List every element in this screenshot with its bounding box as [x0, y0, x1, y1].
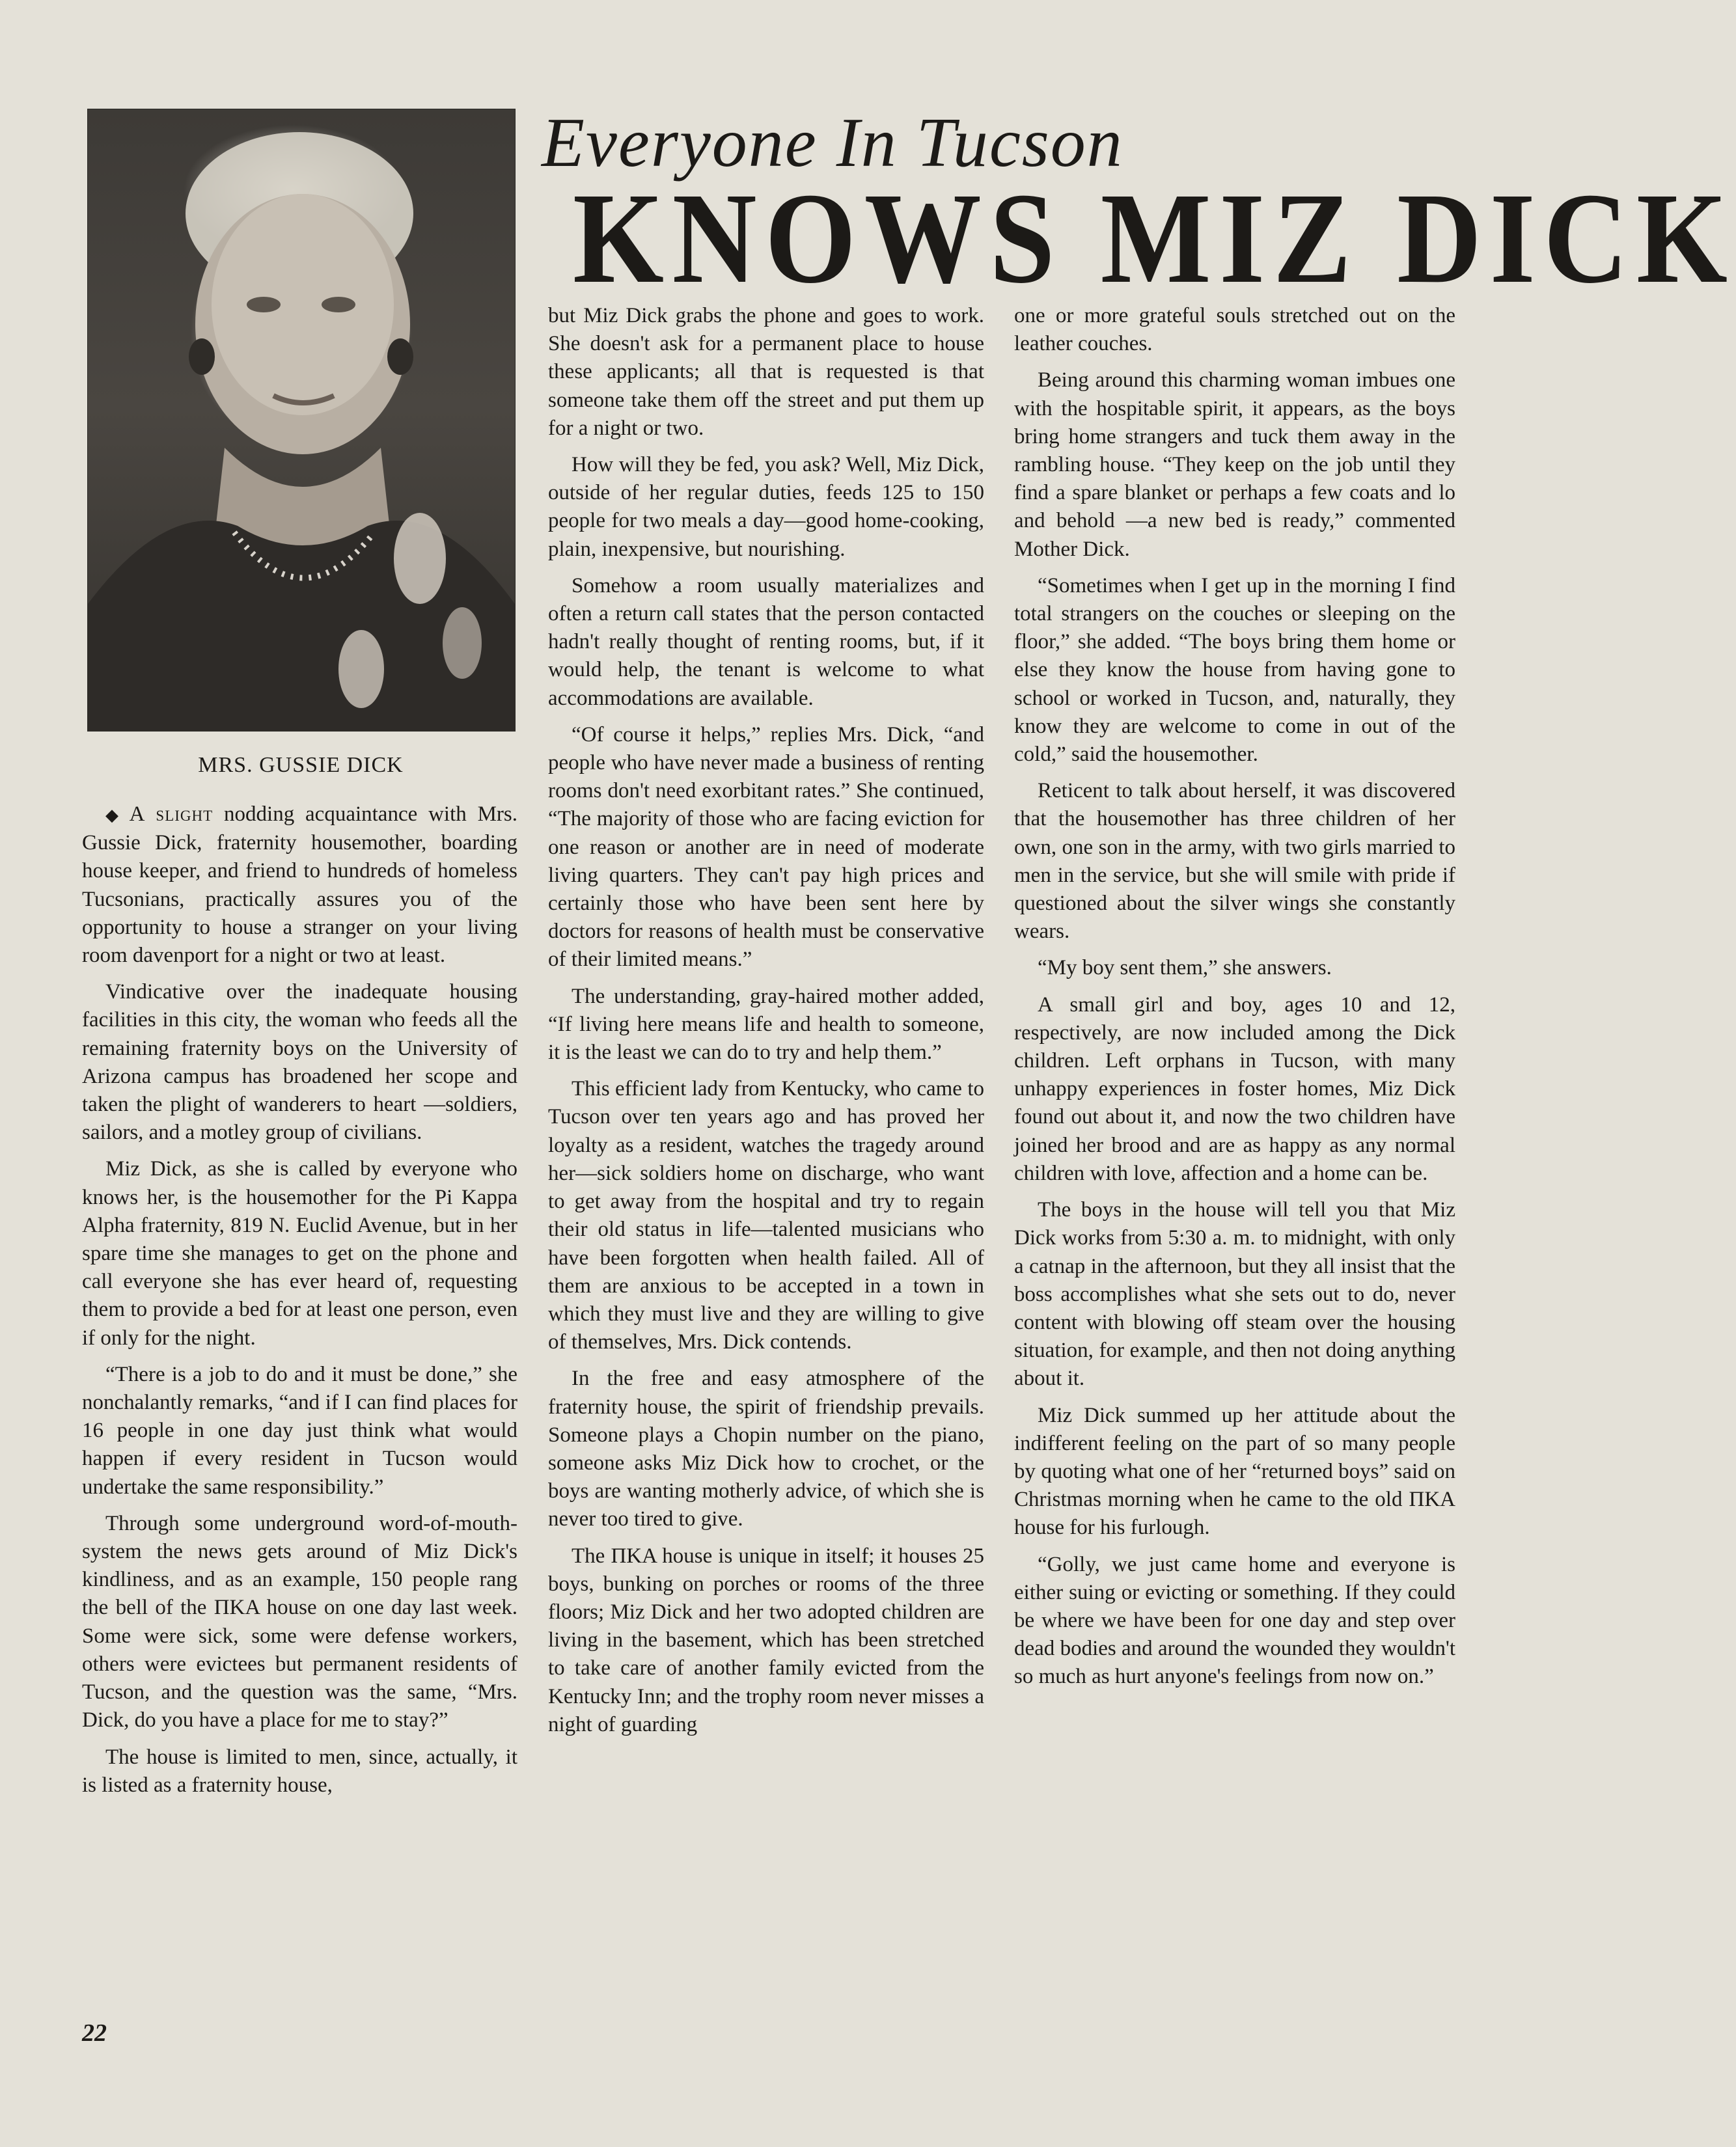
portrait-illustration: [88, 109, 515, 731]
paragraph: The house is limited to men, since, actually, it is listed as a fraternity house,: [82, 1745, 517, 1797]
paragraph: Miz Dick summed up her attitude about the indifferent feeling on the part of so many people by quoting what one of her “returned boys” said on Christmas morning when he came to the old ΠKA house for his furlough.: [1014, 1403, 1455, 1540]
article-column-2: [548, 302, 984, 1747]
paragraph: Vindicative over the inadequate housing facilities in this city, the woman who feeds all the remaining fraternity boys on the University of Arizona campus has broadened her scope and taken the plight of wanderers to heart —soldiers, sailors, and a motley group of civilians.: [82, 980, 517, 1145]
photo-caption: MRS. GUSSIE DICK: [198, 753, 404, 777]
paragraph: Somehow a room usually materializes and often a return call states that the person contacted hadn't really thought of renting rooms, but, if it would help, the tenant is welcome to what accommodations are available.: [548, 573, 984, 710]
paragraph: How will they be fed, you ask? Well, Miz Dick, outside of her regular duties, feeds 125 to 150 people for two meals a day—good home-cooking, plain, inexpensive, but nourishing.: [548, 453, 984, 561]
paragraph: “Of course it helps,” replies Mrs. Dick, “and people who have never made a business of renting rooms don't need exorbitant rates.” She continued, “The majority of those who are facing eviction for one reason or another are in need of moderate living quarters. They can't pay high prices and certainly those who have been sent here by doctors for reasons of health must be conservative of their limited means.”: [548, 722, 984, 972]
diamond-icon: ◆: [105, 806, 124, 825]
paragraph: The understanding, gray-haired mother added, “If living here means life and health to someone, it is the least we can do to try and help them.”: [548, 984, 984, 1065]
paragraph: but Miz Dick grabs the phone and goes to work. She doesn't ask for a permanent place to house these applicants; all that is requested is that someone take them off the street and put them up for a night or two.: [548, 304, 984, 440]
lead-smallcaps: A slight: [129, 802, 214, 826]
paragraph: A small girl and boy, ages 10 and 12, respectively, are now included among the Dick children. Left orphans in Tucson, with many unhappy experiences in foster homes, Miz Dick found out about it, and now the two children have joined her brood and are as happy as any normal children with love, affection and a home can be.: [1014, 992, 1455, 1185]
article-column-1: [82, 800, 517, 1808]
paragraph: one or more grateful souls stretched out on the leather couches.: [1014, 304, 1455, 356]
paragraph: Reticent to talk about herself, it was discovered that the housemother has three children of her own, one son in the army, with two girls married to men in the service, but she will smile with pride if questioned about the silver wings she constantly wears.: [1014, 779, 1455, 944]
paragraph: Miz Dick, as she is called by everyone who knows her, is the housemother for the Pi Kappa Alpha fraternity, 819 N. Euclid Avenue, but in her spare time she manages to get on the phone and call everyone she has ever heard of, requesting them to provide a bed for at least one person, even if only for the night.: [82, 1157, 517, 1350]
headline-kicker: Everyone In Tucson: [542, 104, 1123, 182]
lead-text: nodding acquaintance with Mrs. Gussie Dick, fraternity housemother, boarding house keeper, and friend to hundreds of homeless Tucsonians, practically assures you of the opportunity to house a stranger on your living room davenport for a night or two at least.: [82, 802, 518, 968]
paragraph: This efficient lady from Kentucky, who came to Tucson over ten years ago and has proved her loyalty as a resident, watches the tragedy around her—sick soldiers home on discharge, who want to get away from the hospital and try to regain their old status in life—talented musicians who have been forgotten when health failed. All of them are anxious to be accepted in a town in which they must live and they are willing to give of themselves, Mrs. Dick contends.: [548, 1077, 984, 1354]
paragraph: The ΠKA house is unique in itself; it houses 25 boys, bunking on porches or rooms of the three floors; Miz Dick and her two adopted children are living in the basement, which has been stretched to take care of another family evicted from the Kentucky Inn; and the trophy room never misses a night of guarding: [548, 1544, 984, 1736]
headline-title: KNOWS MIZ DICK: [573, 167, 1736, 310]
page-number: 22: [82, 2019, 107, 2047]
paragraph: Being around this charming woman imbues one with the hospitable spirit, it appears, as the boys bring home strangers and tuck them away in the rambling house. “They keep on the job until they find a spare blanket or perhaps a few coats and lo and behold —a new bed is ready,” commented Mother Dick.: [1014, 368, 1455, 561]
portrait-photo: [87, 109, 516, 732]
paragraph: “My boy sent them,” she answers.: [1038, 956, 1332, 980]
paragraph: In the free and easy atmosphere of the fraternity house, the spirit of friendship prevails. Someone plays a Chopin number on the piano, someone asks Miz Dick how to crochet, or the boys are wanting motherly advice, of which she is never too tired to give.: [548, 1367, 984, 1531]
article-column-3: [1014, 302, 1455, 1700]
paragraph: “Golly, we just came home and everyone is either suing or evicting or something. If they could be where we have been for one day and step over dead bodies and around the wounded they wouldn't so much as hurt anyone's feelings from now on.”: [1014, 1552, 1455, 1689]
lead-paragraph: [82, 800, 517, 970]
paragraph: Through some underground word-of-mouth-system the news gets around of Miz Dick's kindliness, and as an example, 150 people rang the bell of the ΠKA house on one day last week. Some were sick, some were defense workers, others were evictees but permanent residents of Tucson, and the question was the same, “Mrs. Dick, do you have a place for me to stay?”: [82, 1511, 517, 1732]
paragraph: The boys in the house will tell you that Miz Dick works from 5:30 a. m. to midnight, with only a catnap in the afternoon, but they all insist that the boss accomplishes what she sets out to do, never content with blowing off steam over the housing situation, for example, and then not doing anything about it.: [1014, 1198, 1455, 1391]
paragraph: “There is a job to do and it must be done,” she nonchalantly remarks, “and if I can find places for 16 people in one day just think what would happen if every resident in Tucson would undertake the same responsibility.”: [82, 1362, 517, 1499]
paragraph: “Sometimes when I get up in the morning I find total strangers on the couches or sleeping on the floor,” she added. “The boys bring them home or else they know the house from having gone to school or worked in Tucson, and, naturally, they know they are welcome to come in out of the cold,” said the housemother.: [1014, 573, 1455, 767]
